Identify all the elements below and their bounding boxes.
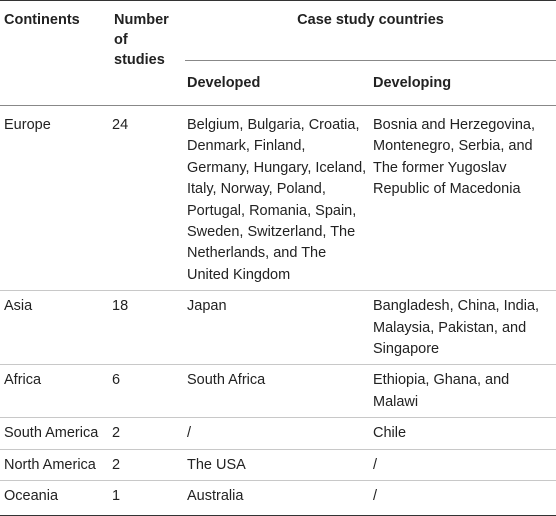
table-row: [0, 418, 556, 449]
cell-developing: /: [371, 481, 556, 515]
cell-continent: South America: [0, 418, 110, 449]
cell-studies: 2: [110, 449, 185, 480]
header-case-study-countries: [185, 1, 556, 61]
cell-continent: Asia: [0, 291, 110, 365]
cell-developed: The USA: [185, 449, 371, 480]
table-row: [0, 449, 556, 480]
table-row: [0, 291, 556, 365]
cell-studies: 6: [110, 365, 185, 418]
header-developing: Developing: [373, 75, 452, 91]
cell-continent: North America: [0, 449, 110, 480]
cell-developed: Japan: [185, 291, 371, 365]
cell-studies: 2: [110, 418, 185, 449]
header-number-of-studies: Number of studies: [114, 12, 169, 68]
cell-continent: Africa: [0, 365, 110, 418]
cell-developing: Bangladesh, China, India, Malaysia, Pakistan, and Singapore: [371, 291, 556, 365]
table-row: [0, 365, 556, 418]
header-case-study-countries-label: Case study countries: [297, 12, 444, 28]
cell-developing: Bosnia and Herzegovina, Montenegro, Serbia, and The former Yugoslav Republic of Macedonia: [371, 106, 556, 291]
header-developed: Developed: [187, 75, 261, 91]
table-row: [0, 481, 556, 515]
cell-studies: 1: [110, 481, 185, 515]
cell-continent: Oceania: [0, 481, 110, 515]
cell-developed: Australia: [185, 481, 371, 515]
cell-developing: /: [371, 449, 556, 480]
cell-developed: /: [185, 418, 371, 449]
cell-developed: South Africa: [185, 365, 371, 418]
cell-developing: Ethiopia, Ghana, and Malawi: [371, 365, 556, 418]
header-row-top: [0, 1, 556, 61]
cell-continent: Europe: [0, 106, 110, 291]
cell-developed: Belgium, Bulgaria, Croatia, Denmark, Finland, Germany, Hungary, Iceland, Italy, Norway, Poland, Portugal, Romania, Spain, Sweden, Switzerland, The Netherlands, and The United Kingdom: [185, 106, 371, 291]
header-continents: Continents: [4, 12, 80, 28]
cell-studies: 24: [110, 106, 185, 291]
table-row: [0, 106, 556, 291]
cell-studies: 18: [110, 291, 185, 365]
cell-developing: Chile: [371, 418, 556, 449]
